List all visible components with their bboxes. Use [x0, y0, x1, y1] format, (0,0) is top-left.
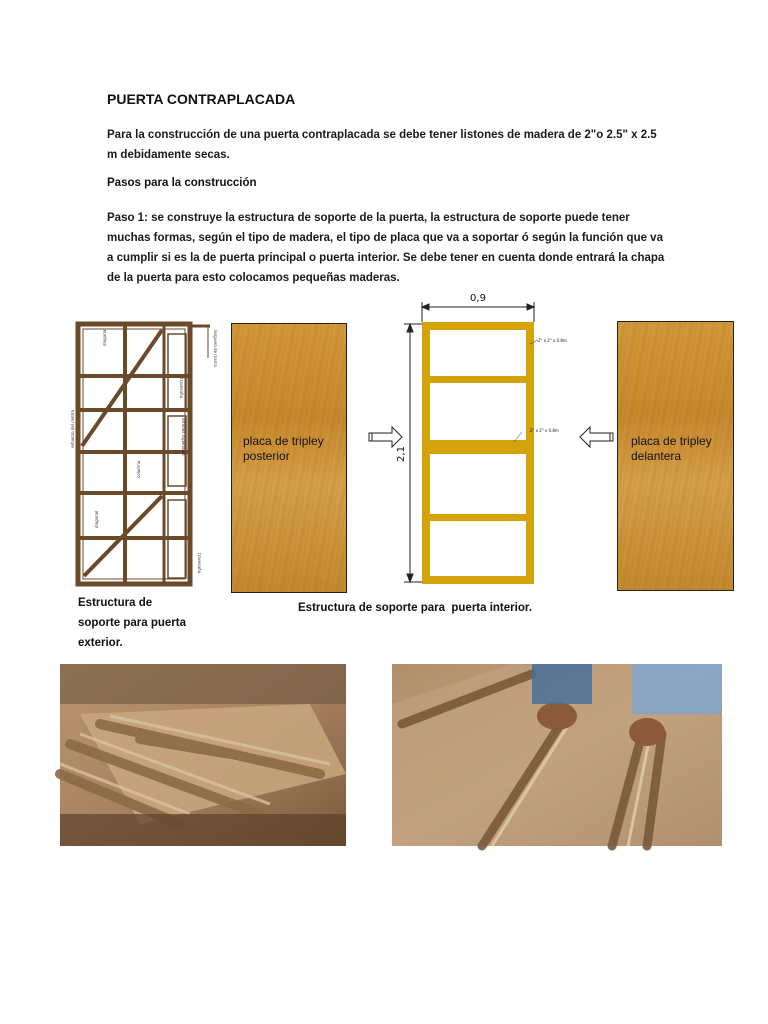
steps-heading: Pasos para la construcción [107, 177, 257, 189]
plywood-back-board [231, 323, 347, 593]
arrow-left-icon [578, 426, 614, 448]
rail-1 [426, 376, 530, 383]
label-listones-superiores: listones superiores [181, 418, 186, 456]
intro-paragraph: Para la construcción de una puerta contraplacada se debe tener listones de madera de 2"o 2.5" x 2.5 m debidamente secas. [107, 129, 657, 161]
board-back-line2: posterior [243, 449, 290, 463]
board-back-line1: placa de tripley [243, 434, 324, 448]
dimension-height: 2,1 [396, 446, 407, 462]
board-front-label [631, 434, 712, 464]
note-mid: 2" x 2" x 0.8m [530, 428, 559, 433]
label-travesano-1: travesaño [179, 378, 184, 399]
photo-door-assembly-1 [60, 664, 346, 846]
page-title: PUERTA CONTRAPLACADA [107, 91, 296, 107]
diagonal-top [82, 330, 162, 446]
board-back-label [243, 434, 324, 464]
rail-3 [426, 514, 530, 521]
label-columna: columna [136, 460, 141, 478]
label-larguero: larguero de marco [213, 330, 218, 367]
photo-door-assembly-2 [392, 664, 722, 846]
step1-text: se construye la estructura de soporte de la puerta, la estructura de soporte puede tener muchas formas, según el tipo de madera, el tipo de placa que va a soportar ó según la función que va a cumplir si es la de puerta principal o puerta interior. Se debe tener en cuenta donde entrará la chapa de la puerta para esto colocamos pequeñas maderas. [107, 212, 665, 284]
caption-exterior-line1: Estructura de [78, 597, 153, 609]
note-top: 2" x 2" x 0.8m [538, 338, 567, 343]
label-travesano-2: travesaño [197, 553, 202, 574]
caption-exterior-line2: soporte para puerta [78, 617, 186, 629]
dimension-width: 0,9 [470, 293, 486, 304]
rail-2 [426, 440, 530, 454]
label-diagonal-bottom: diagonal [94, 510, 99, 528]
caption-exterior [78, 593, 218, 653]
exterior-door-structure-diagram [70, 318, 218, 590]
label-diagonal-top: diagonal [102, 328, 107, 346]
caption-exterior-line3: exterior. [78, 637, 123, 649]
step1-paragraph [107, 208, 667, 288]
board-front-line2: delantera [631, 449, 682, 463]
board-front-line1: placa de tripley [631, 434, 712, 448]
interior-door-frame-diagram [398, 292, 588, 592]
label-refuerzo-centro: refuerzo del centro [70, 409, 75, 448]
step1-label: Paso 1: [107, 212, 148, 224]
plywood-front-board [617, 321, 734, 591]
caption-interior: Estructura de soporte para puerta interior. [298, 602, 532, 614]
